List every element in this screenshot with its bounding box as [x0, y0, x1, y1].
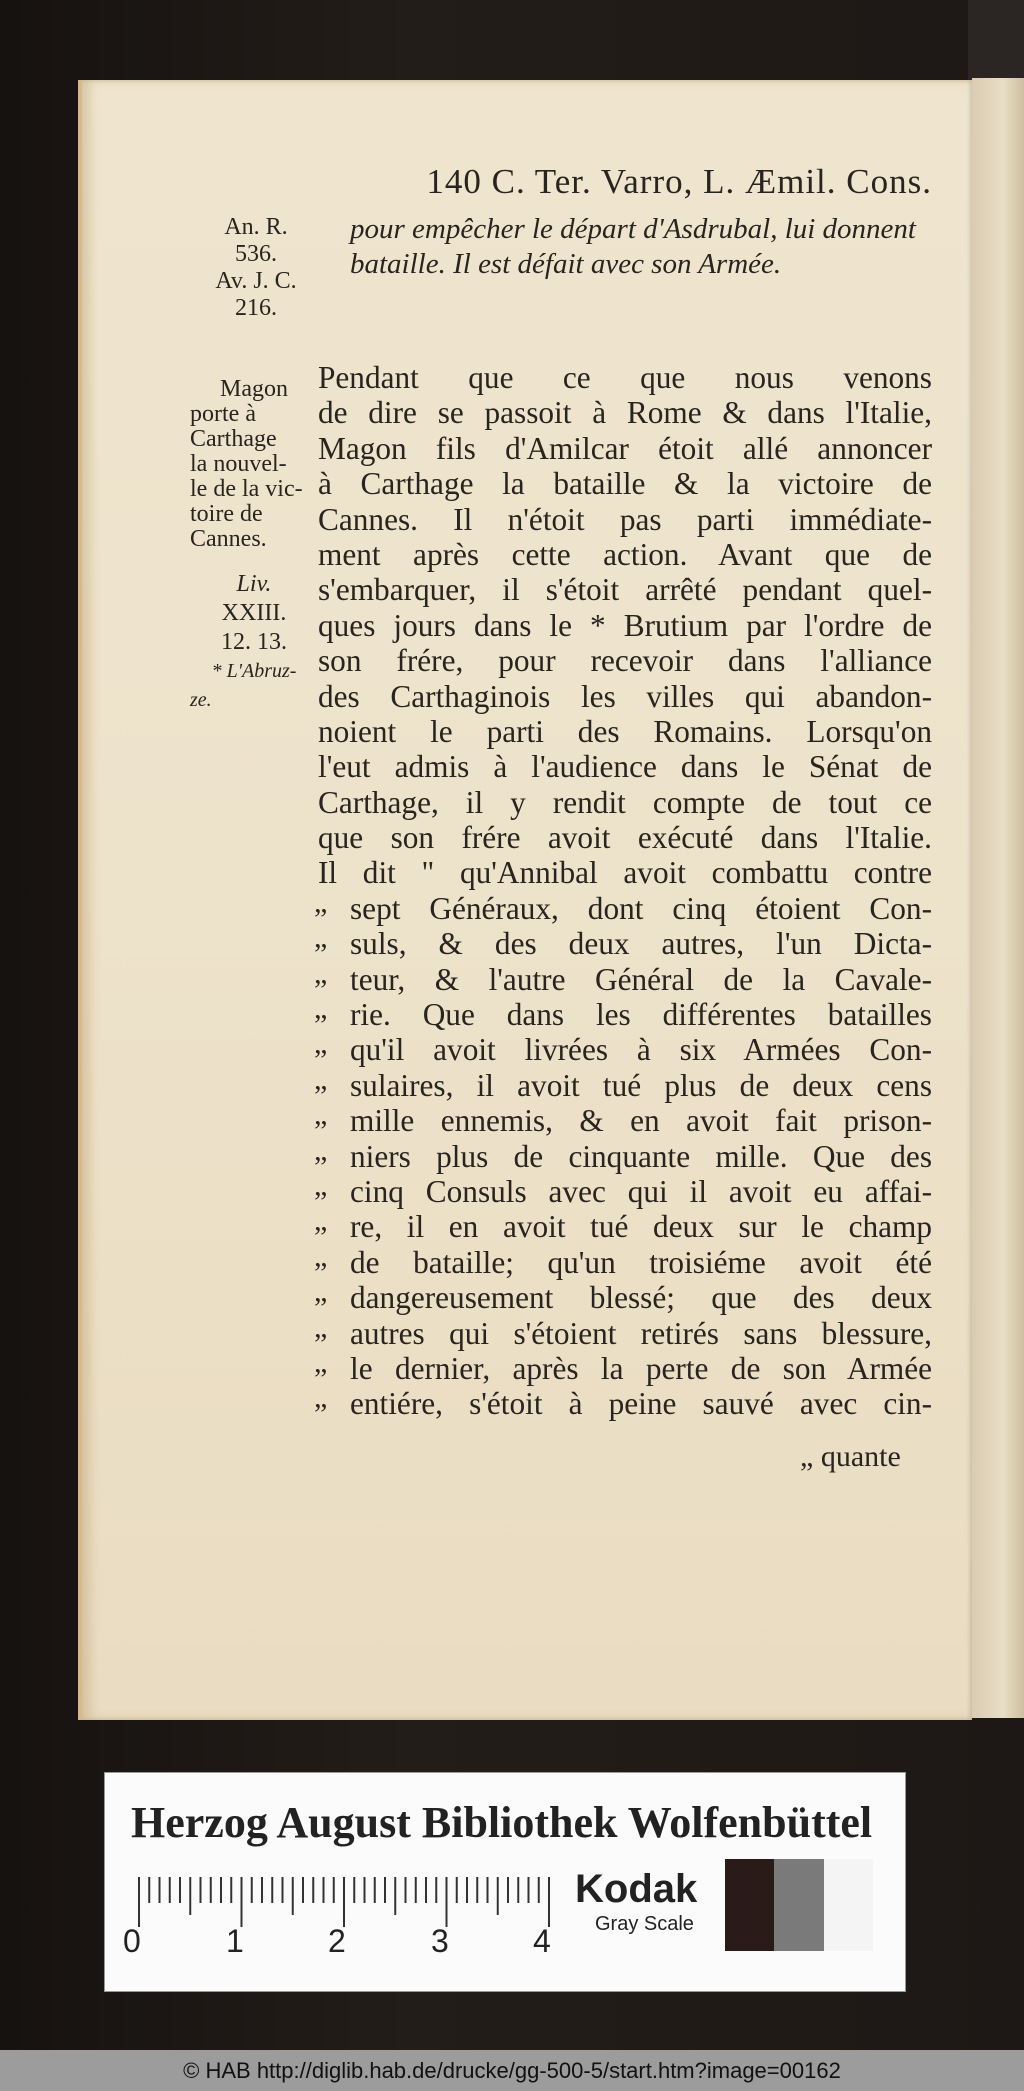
body-line: des Carthaginois les villes qui abandon- [318, 678, 932, 714]
margin-note-line: la nouvel- [190, 451, 287, 477]
body-line: „ cinq Consuls avec qui il avoit eu affai- [318, 1174, 932, 1209]
margin-note-line: Carthage [190, 426, 277, 452]
catchword: „ quante [800, 1440, 901, 1474]
ruler-number: 0 [123, 1923, 141, 1959]
year-note-line: Av. J. C. [215, 268, 297, 294]
body-line: ment après cette action. Avant que de [318, 536, 932, 572]
body-line: „ dangereusement blessé; que des deux [318, 1280, 932, 1315]
body-line: Cannes. Il n'étoit pas parti immédiate- [318, 501, 932, 537]
body-line: ques jours dans le * Brutium par l'ordre de [318, 607, 932, 643]
body-line: „ re, il en avoit tué deux sur le champ [318, 1209, 932, 1244]
body-line: de dire se passoit à Rome & dans l'Italie, [318, 395, 932, 431]
body-line: Magon fils d'Amilcar étoit allé annoncer [318, 430, 932, 466]
margin-note-line: le de la vic- [190, 476, 303, 502]
margin-note [190, 377, 318, 552]
margin-ref-line: ze. [190, 689, 212, 711]
body-line: l'eut admis à l'audience dans le Sénat de [318, 749, 932, 785]
chapter-summary: pour empêcher le départ d'Asdrubal, lui donnent bataille. Il est défait avec son Armée. [350, 213, 916, 280]
margin-ref-line: 12. 13. [221, 629, 287, 655]
margin-ref-line: * L'Abruz- [211, 660, 297, 682]
body-line: que son frére avoit exécuté dans l'Italie. [318, 820, 932, 856]
body-line: „ sulaires, il avoit tué plus de deux cens [318, 1068, 932, 1103]
scanner-strip [968, 0, 1024, 80]
body-line: Pendant que ce que nous venons [318, 360, 932, 395]
body-line: Il dit " qu'Annibal avoit combattu contre [318, 855, 932, 891]
year-note-line: 216. [235, 295, 277, 321]
ruler-number: 4 [533, 1923, 551, 1959]
year-note-line: 536. [235, 241, 277, 267]
gray-scale-patches [725, 1859, 873, 1951]
body-text [318, 360, 932, 1422]
margin-ref-line: XXIII. [221, 600, 287, 626]
kodak-subtitle: Gray Scale [595, 1913, 694, 1935]
body-line: Carthage, il y rendit compte de tout ce [318, 784, 932, 820]
year-note [196, 214, 316, 322]
body-line: noient le parti des Romains. Lorsqu'on [318, 713, 932, 749]
margin-note-line: porte à [190, 401, 256, 427]
body-line: „ de bataille; qu'un troisiéme avoit été [318, 1245, 932, 1280]
body-line: „ niers plus de cinquante mille. Que des [318, 1139, 932, 1174]
footer-source-url: © HAB http://diglib.hab.de/drucke/gg-500-5/start.htm?image=00162 [0, 2050, 1024, 2091]
body-line: „ teur, & l'autre Général de la Cavale- [318, 962, 932, 997]
body-line: „ entiére, s'étoit à peine sauvé avec cin- [318, 1386, 932, 1421]
body-line: „ le dernier, après la perte de son Armée [318, 1351, 932, 1386]
margin-reference [190, 570, 318, 715]
ruler-number: 2 [328, 1923, 346, 1959]
body-line: s'embarquer, il s'étoit arrêté pendant quel- [318, 572, 932, 608]
gray-patch [774, 1859, 823, 1951]
color-target-card [104, 1772, 906, 1992]
ruler-number: 1 [226, 1923, 244, 1959]
body-line: à Carthage la bataille & la victoire de [318, 466, 932, 502]
gray-patch [725, 1859, 774, 1951]
library-name: Herzog August Bibliothek Wolfenbüttel [131, 1798, 873, 1847]
margin-ref-line: Liv. [236, 571, 272, 597]
body-line: „ suls, & des deux autres, l'un Dicta- [318, 926, 932, 961]
body-line: „ rie. Que dans les différentes batailles [318, 997, 932, 1032]
ruler-number: 3 [431, 1923, 449, 1959]
running-head: 140 C. Ter. Varro, L. Æmil. Cons. [426, 162, 932, 201]
kodak-logo: Kodak [575, 1867, 698, 1911]
margin-note-line: Magon [220, 376, 288, 402]
body-line: „ mille ennemis, & en avoit fait prison- [318, 1103, 932, 1138]
year-note-line: An. R. [224, 214, 288, 240]
body-line: „ autres qui s'étoient retirés sans blessure, [318, 1316, 932, 1351]
body-line: „ sept Généraux, dont cinq étoient Con- [318, 891, 932, 926]
gray-patch [824, 1859, 873, 1951]
body-line: „ qu'il avoit livrées à six Armées Con- [318, 1032, 932, 1067]
margin-note-line: Cannes. [190, 526, 267, 552]
adjacent-page-edge [972, 78, 1024, 1718]
body-line: son frére, pour recevoir dans l'alliance [318, 643, 932, 679]
margin-note-line: toire de [190, 501, 263, 527]
